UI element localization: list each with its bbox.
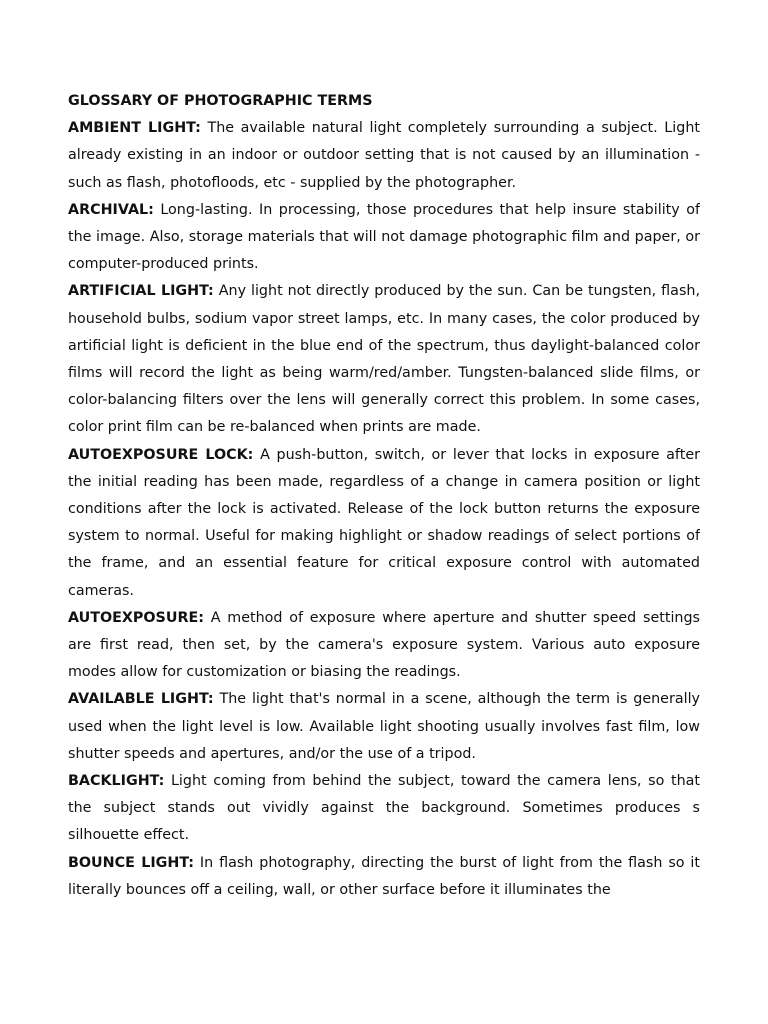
glossary-definition: The available natural light completely surrounding a subject. Light already existing in an indoor or outdoor setting that is not caused by an illumination - such as flash, photofloods, etc - supplied by the photographer. [68, 120, 700, 191]
document-page [68, 88, 700, 936]
glossary-definition: A push-button, switch, or lever that locks in exposure after the initial reading has been made, regardless of a change in camera position or light conditions after the lock is activated. Release of the lock button returns the exposure system to normal. Useful for making highlight or shadow readings of select portions of the frame, and an essential feature for critical exposure control with automated cameras. [68, 446, 700, 599]
glossary-definition: A method of exposure where aperture and shutter speed settings are first read, then set, by the camera's exposure system. Various auto exposure modes allow for customization or biasing the readings. [68, 609, 700, 681]
glossary-term: AMBIENT LIGHT: [68, 120, 201, 137]
glossary-definition: Any light not directly produced by the sun. Can be tungsten, flash, household bulbs, sodium vapor street lamps, etc. In many cases, the color produced by artificial light is deficient in the blue end of the spectrum, thus daylight-balanced color films will record the light as being warm/red/amber. Tungsten-balanced slide films, or color-balancing filters over the lens will generally correct this problem. In some cases, color print film can be re-balanced when prints are made. [68, 283, 700, 436]
glossary-entry-artificial-light [68, 278, 700, 441]
glossary-entry-ambient-light [68, 115, 700, 197]
glossary-term: BACKLIGHT: [68, 773, 165, 790]
document-title: GLOSSARY OF PHOTOGRAPHIC TERMS [68, 93, 373, 109]
glossary-entry-autoexposure [68, 605, 700, 687]
glossary-entry-available-light [68, 686, 700, 768]
glossary-entry-backlight [68, 768, 700, 850]
glossary-definition: The light that's normal in a scene, although the term is generally used when the light level is low. Available light shooting usually involves fast film, low shutter speeds and apertures, and/or the use of a tripod. [68, 691, 700, 762]
glossary-term: AVAILABLE LIGHT: [68, 691, 214, 708]
glossary-term: AUTOEXPOSURE: [68, 609, 204, 626]
glossary-term: ARTIFICIAL LIGHT: [68, 283, 214, 300]
glossary-entry-archival [68, 197, 700, 279]
glossary-entry-autoexposure-lock [68, 442, 700, 605]
glossary-term: ARCHIVAL: [68, 201, 154, 218]
glossary-term: AUTOEXPOSURE LOCK: [68, 446, 254, 463]
glossary-definition: Light coming from behind the subject, toward the camera lens, so that the subject stands out vividly against the background. Sometimes produces s silhouette effect. [68, 773, 700, 844]
glossary-entry-bounce-light [68, 850, 700, 904]
glossary-term: BOUNCE LIGHT: [68, 854, 195, 871]
glossary-definition: Long-lasting. In processing, those procedures that help insure stability of the image. Also, storage materials that will not damage photographic film and paper, or computer-produced prints. [68, 201, 700, 273]
glossary-definition: In flash photography, directing the burst of light from the flash so it literally bounces off a ceiling, wall, or other surface before it illuminates the [68, 854, 700, 898]
